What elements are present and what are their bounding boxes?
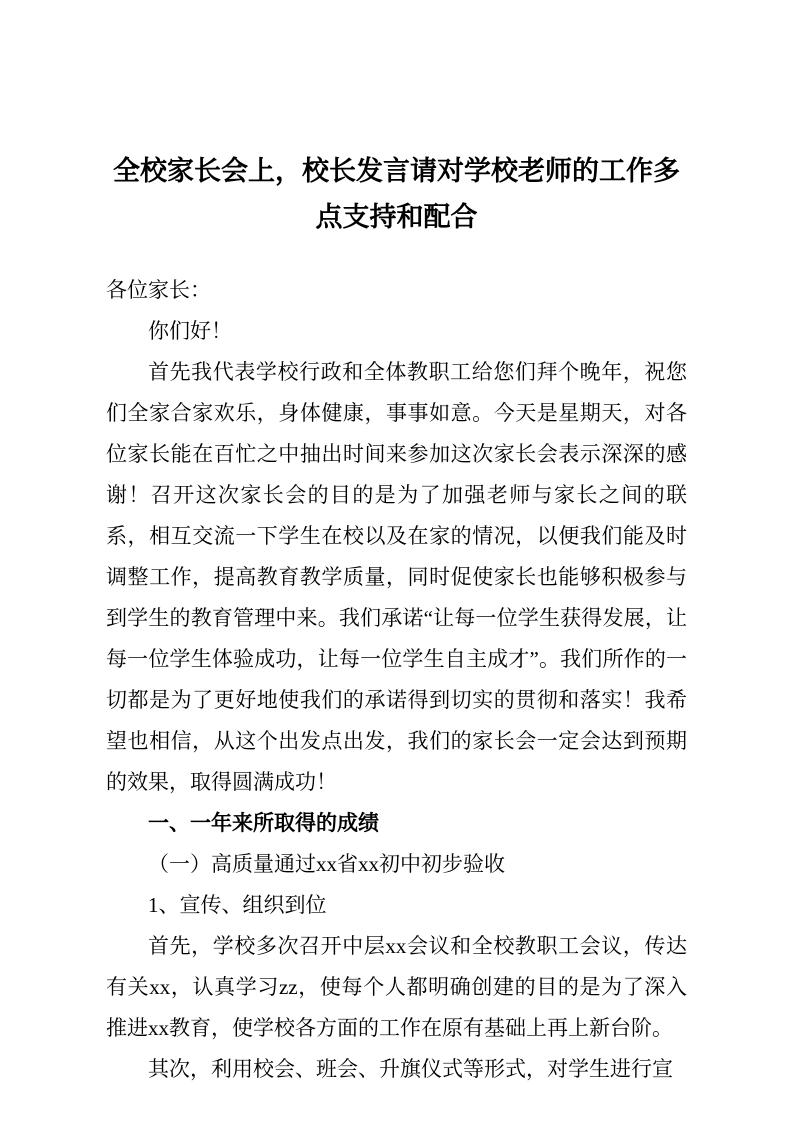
paragraph: 首先我代表学校行政和全体教职工给您们拜个晚年，祝您们全家合家欢乐，身体健康，事事如意。今天是星期天，对各位家长能在百忙之中抽出时间来参加这次家长会表示深深的感谢！召开这次家长会的目的是为了加强老师与家长之间的联系，相互交流一下学生在校以及在家的情况，以便我们能及时调整工作，提高教育教学质量，同时促使家长也能够积极参与到学生的教育管理中来。我们承诺“让每一位学生获得发展，让每一位学生体验成功，让每一位学生自主成才”。我们所作的一切都是为了更好地使我们的承诺得到切实的贯彻和落实！我希望也相信，从这个出发点出发，我们的家长会一定会达到预期的效果，取得圆满成功！ xyxy=(106,360,687,794)
paragraph: （一）高质量通过xx省xx初中初步验收 xyxy=(148,852,505,876)
paragraph: 1、宣传、组织到位 xyxy=(148,893,327,917)
paragraph: 其次，利用校会、班会、升旗仪式等形式，对学生进行宣 xyxy=(148,1057,673,1081)
paragraph: 一、一年来所取得的成绩 xyxy=(148,811,379,835)
paragraph: 各位家长： xyxy=(106,278,211,302)
document-body xyxy=(106,270,687,1090)
paragraph: 首先，学校多次召开中层xx会议和全校教职工会议，传达有关xx，认真学习zz，使每个人都明确创建的目的是为了深入推进xx教育，使学校各方面的工作在原有基础上再上新台阶。 xyxy=(106,934,687,1040)
paragraph: 你们好！ xyxy=(148,319,232,343)
document-title: 全校家长会上，校长发言请对学校老师的工作多点支持和配合 xyxy=(113,156,680,232)
